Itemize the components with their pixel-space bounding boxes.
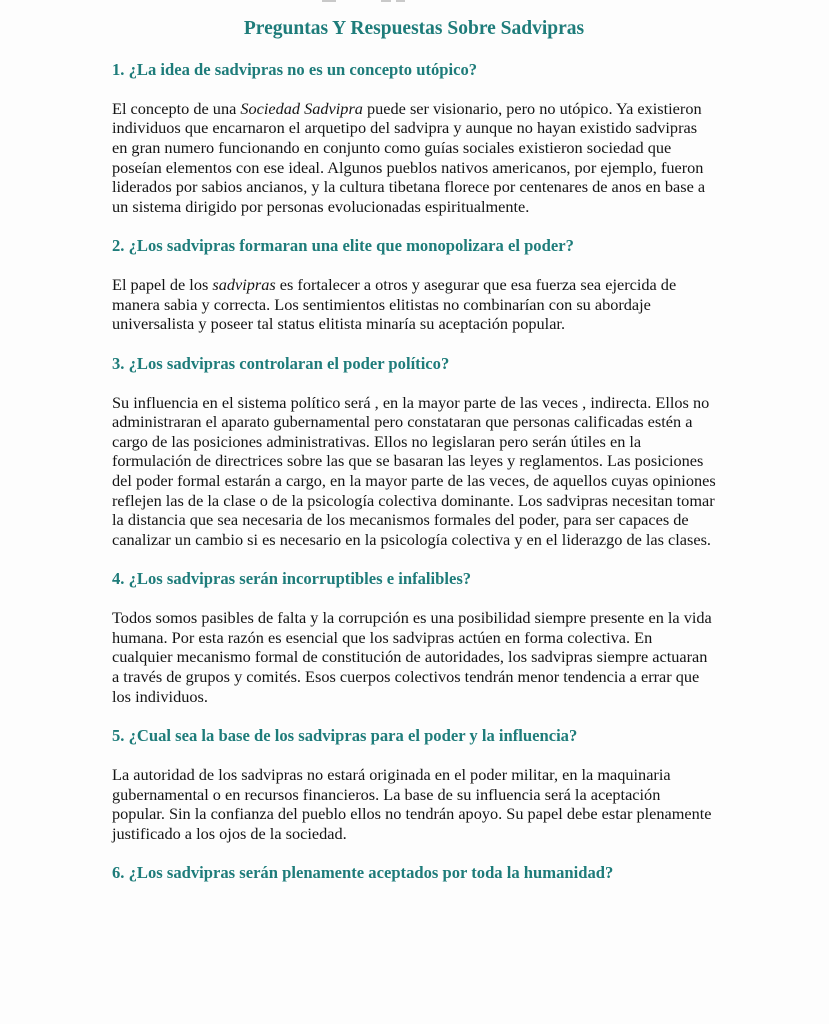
answer-paragraph — [112, 393, 716, 550]
italic-term: Sociedad Sadvipra — [240, 98, 363, 118]
answer-paragraph — [112, 765, 716, 843]
paragraph-text: puede ser visionario, pero no utópico. Ya existieron individuos que encarnaron el arquetipo del sadvipra y aunque no hayan existido sadvipras en gran numero funcionando en conjunto como guías sociales existieron sociedad que poseían elementos con ese ideal. Algunos pueblos nativos americanos, por ejemplo, fueron liderados por sabios ancianos, y la cultura tibetana florece por centenares de anos en base a un sistema dirigido por personas evolucionadas espiritualmente. — [112, 98, 706, 216]
clipped-text-artifact — [0, 0, 829, 4]
paragraph-text: Su influencia en el sistema político será , en la mayor parte de las veces , indirecta. Ellos no administraran el aparato gubernamental pero constataran que personas calificadas estén a cargo de las posiciones administrativas. Ellos no legislaran pero serán útiles en la formulación de directrices sobre las que se basaran las leyes y reglamentos. Las posiciones del poder formal estarán a cargo, en la mayor parte de las veces, de aquellos cuyas opiniones reflejen las de la clase o de la psicología colectiva dominante. Los sadvipras necesitan tomar la distancia que sea necesaria de los mecanismos formales del poder, para ser capaces de canalizar un cambio si es necesario en la psicología colectiva y en el liderazgo de las clases. — [112, 392, 716, 549]
answer-paragraph — [112, 608, 716, 706]
qa-section — [112, 354, 716, 550]
paragraph-text: La autoridad de los sadvipras no estará originada en el poder militar, en la maquinaria gubernamental o en recursos financieros. La base de su influencia será la aceptación popular. Sin la confianza del pueblo ellos no tendrán apoyo. Su papel debe estar plenamente justificado a los ojos de la sociedad. — [112, 764, 712, 843]
qa-section — [112, 569, 716, 706]
qa-section — [112, 60, 716, 217]
question-heading: 1. ¿La idea de sadvipras no es un concepto utópico? — [112, 59, 478, 79]
question-heading: 2. ¿Los sadvipras formaran una elite que monopolizara el poder? — [112, 235, 574, 255]
document-title: Preguntas Y Respuestas Sobre Sadvipras — [243, 18, 585, 39]
question-heading: 6. ¿Los sadvipras serán plenamente aceptados por toda la humanidad? — [112, 862, 614, 882]
qa-section — [112, 726, 716, 844]
question-heading: 5. ¿Cual sea la base de los sadvipras para el poder y la influencia? — [112, 725, 578, 745]
paragraph-text: es fortalecer a otros y asegurar que esa fuerza sea ejercida de manera sabia y correcta. Los sentimientos elitistas no combinarían con su abordaje universalista y poseer tal status elitista minaría su aceptación popular. — [112, 275, 677, 334]
answer-paragraph — [112, 275, 716, 334]
paragraph-text: El papel de los — [112, 275, 213, 295]
italic-term: sadvipras — [212, 275, 276, 295]
paragraph-text: Todos somos pasibles de falta y la corrupción es una posibilidad siempre presente en la vida humana. Por esta razón es esencial que los sadvipras actúen en forma colectiva. En cualquier mecanismo formal de constitución de autoridades, los sadvipras siempre actuaran a través de grupos y comités. Esos cuerpos colectivos tendrán menor tendencia a errar que los individuos. — [112, 608, 712, 706]
question-heading: 3. ¿Los sadvipras controlaran el poder político? — [112, 353, 450, 373]
question-heading: 4. ¿Los sadvipras serán incorruptibles e infalibles? — [112, 569, 472, 589]
qa-section — [112, 236, 716, 334]
answer-paragraph — [112, 99, 716, 217]
paragraph-text: El concepto de una — [112, 98, 241, 118]
qa-section — [112, 863, 716, 883]
qa-sections — [112, 60, 716, 883]
